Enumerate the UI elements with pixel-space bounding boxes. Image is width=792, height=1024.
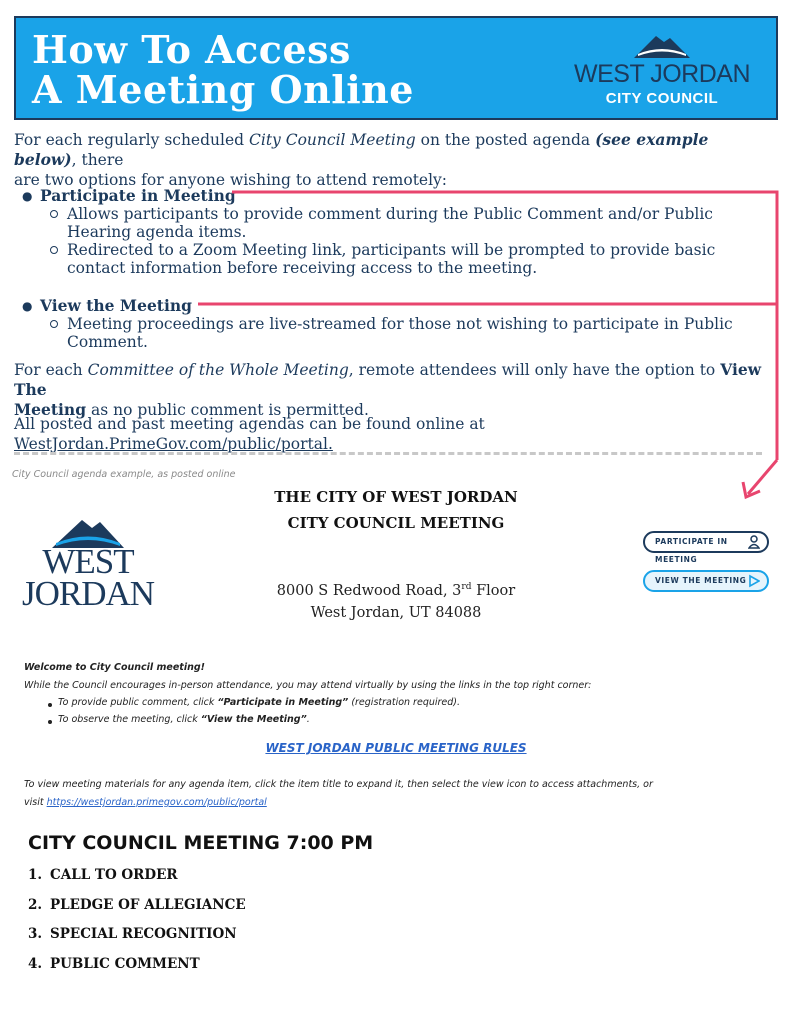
option-participate: Participate in Meeting (40, 186, 236, 205)
agenda-logo (20, 512, 160, 616)
option-view-desc-1: Meeting proceedings are live-streamed for those not wishing to participate in Public Comment. (67, 315, 733, 351)
address-line-1: 8000 S Redwood Road, 3rd Floor (276, 582, 516, 599)
public-meeting-rules-link[interactable]: WEST JORDAN PUBLIC MEETING RULES (265, 741, 527, 755)
option-view: View the Meeting (40, 296, 192, 315)
portal-link[interactable]: WestJordan.PrimeGov.com/public/portal. (14, 435, 333, 453)
agenda-item[interactable]: 1. CALL TO ORDER (28, 867, 178, 883)
instruction-view: To observe the meeting, click “View the Meeting”. (58, 714, 310, 725)
option-participate-desc-1: Allows participants to provide comment during the Public Comment and/or Public Hearing agenda items. (67, 205, 713, 241)
committee-paragraph: For each Committee of the Whole Meeting, remote attendees will only have the option to View The Meeting as no public comment is permitted. (14, 360, 762, 419)
intro-paragraph: For each regularly scheduled City Council Meeting on the posted agenda (see example below), there are two options for anyone wishing to attend remotely: (14, 130, 709, 189)
list-dot-icon (48, 720, 52, 724)
logo-word-jordan: JORDAN (21, 574, 155, 613)
view-the-meeting-button[interactable]: VIEW THE MEETING (643, 570, 769, 592)
logo-subtitle: CITY COUNCIL (605, 90, 719, 107)
list-dot-icon (48, 703, 52, 707)
encourage-text: While the Council encourages in-person attendance, you may attend virtually by using the links in the top right corner: (24, 680, 592, 691)
welcome-text: Welcome to City Council meeting! (24, 662, 205, 673)
logo-word-west: WEST (42, 542, 134, 581)
person-icon (748, 535, 760, 549)
option-participate-desc-2: Redirected to a Zoom Meeting link, participants will be prompted to provide basic contact information before receiving access to the meeting. (67, 241, 716, 277)
bullet-icon: ● (22, 189, 33, 203)
materials-text: To view meeting materials for any agenda item, click the item title to expand it, then select the view icon to access attachments, or (24, 779, 653, 790)
agenda-item[interactable]: 4. PUBLIC COMMENT (28, 956, 200, 972)
meeting-heading: CITY COUNCIL MEETING 7:00 PM (28, 832, 374, 854)
example-caption: City Council agenda example, as posted online (12, 469, 236, 480)
visit-text: visit https://westjordan.primegov.com/public/portal (24, 797, 267, 808)
agenda-title-1: THE CITY OF WEST JORDAN (274, 488, 518, 506)
bullet-icon: ● (22, 299, 33, 313)
play-icon (748, 574, 760, 588)
title-line-1: How To Access (32, 27, 351, 72)
portal-paragraph: All posted and past meeting agendas can be found online at WestJordan.PrimeGov.com/public/portal. (14, 415, 485, 453)
participate-in-meeting-button[interactable]: PARTICIPATE IN MEETING (643, 531, 769, 553)
agenda-item[interactable]: 3. SPECIAL RECOGNITION (28, 926, 237, 942)
address-line-2: West Jordan, UT 84088 (310, 605, 482, 621)
instruction-participate: To provide public comment, click “Participate in Meeting” (registration required). (58, 697, 461, 708)
title-line-2: A Meeting Online (32, 67, 414, 112)
logo-wordmark: WEST JORDAN (574, 60, 750, 88)
primegov-portal-link[interactable]: https://westjordan.primegov.com/public/portal (46, 797, 267, 808)
agenda-title-2: CITY COUNCIL MEETING (287, 514, 505, 532)
section-divider (14, 452, 762, 455)
agenda-item[interactable]: 2. PLEDGE OF ALLEGIANCE (28, 897, 246, 913)
